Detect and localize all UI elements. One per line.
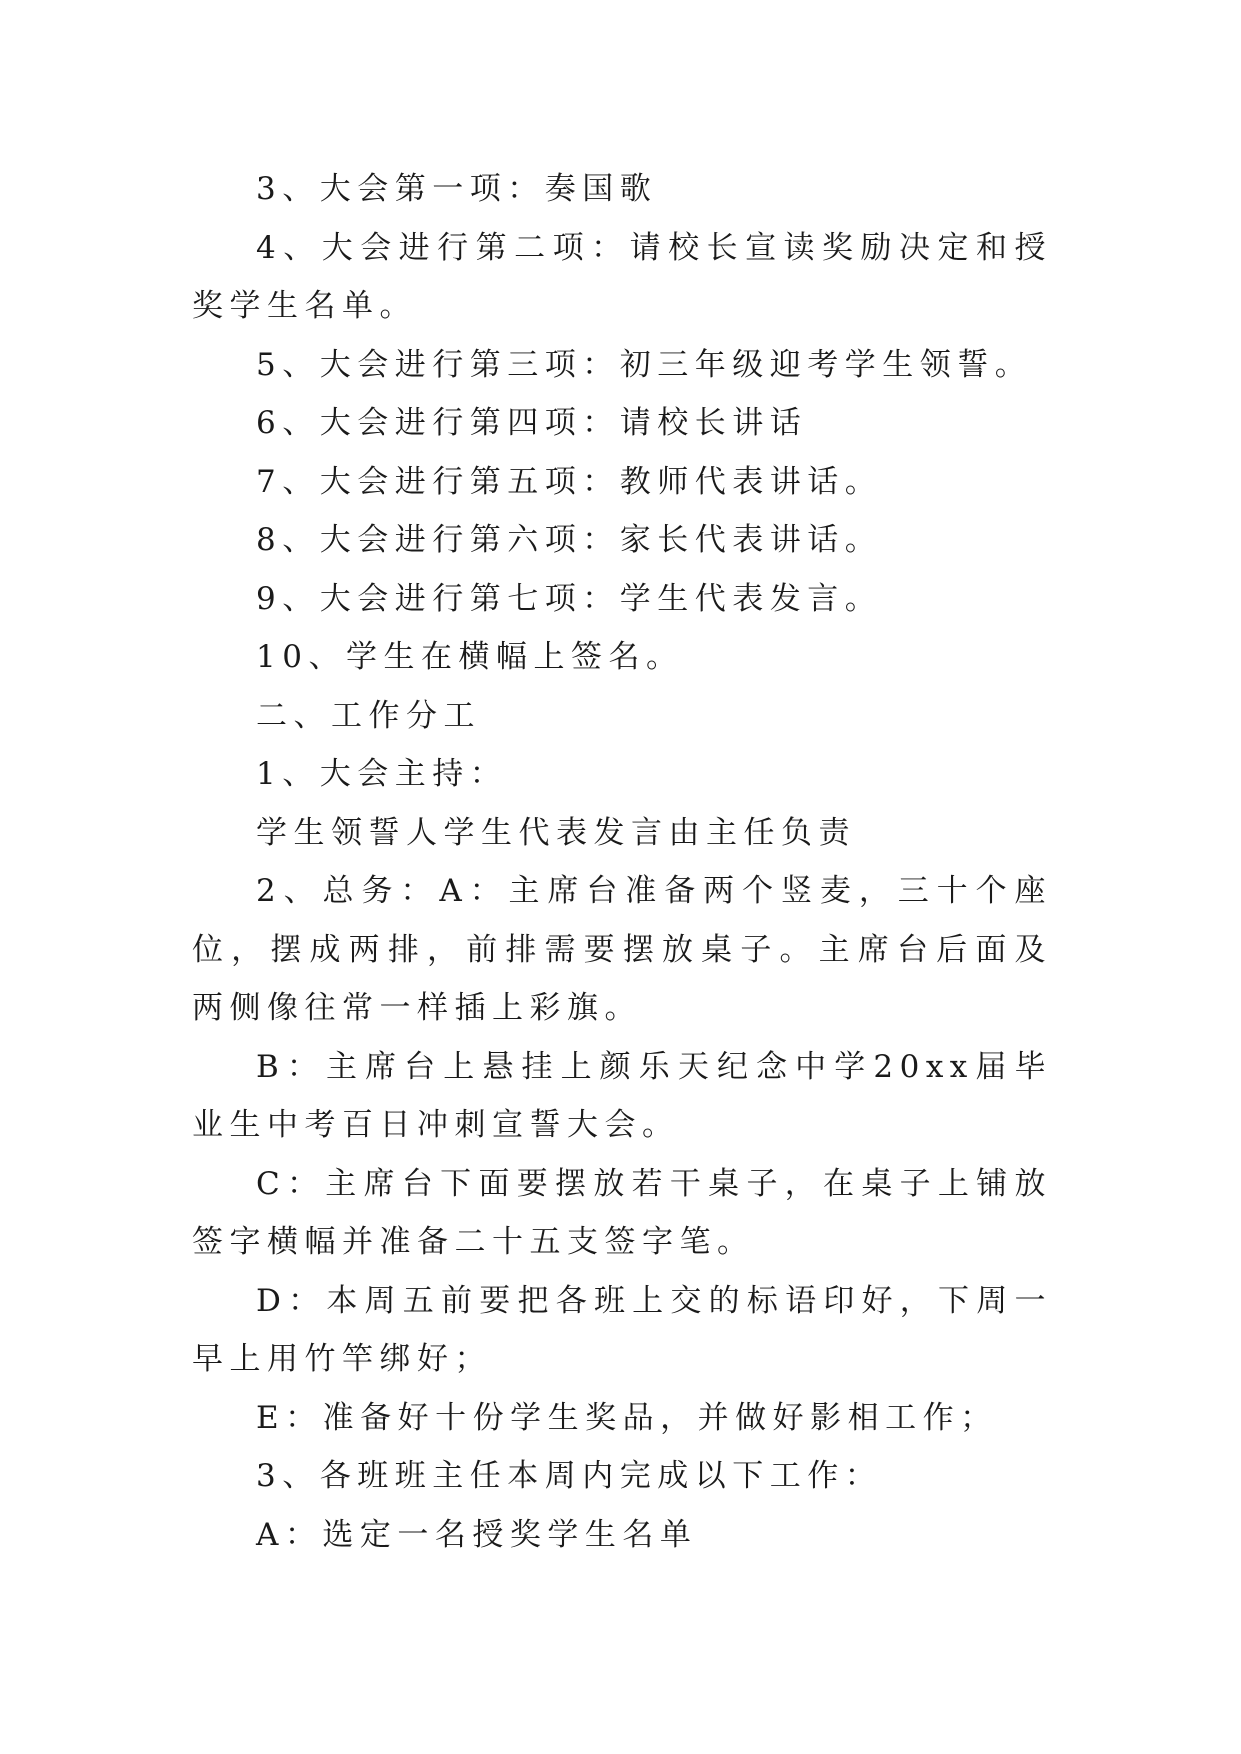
- paragraph: 9、大会进行第七项：学生代表发言。: [256, 580, 883, 617]
- paragraph: 2、总务：A：主席台准备两个竖麦，三十个座位，摆成两排，前排需要摆放桌子。主席台后面及两侧像往常一样插上彩旗。: [192, 873, 1052, 1026]
- paragraph: 6、大会进行第四项：请校长讲话: [256, 405, 808, 441]
- paragraph: 5、大会进行第三项：初三年级迎考学生领誓。: [256, 346, 1033, 383]
- paragraph: A：选定一名授奖学生名单: [256, 1516, 698, 1553]
- paragraph: D：本周五前要把各班上交的标语印好，下周一早上用竹竿绑好；: [192, 1282, 1052, 1377]
- paragraph: 4、大会进行第二项：请校长宣读奖励决定和授奖学生名单。: [192, 229, 1052, 324]
- paragraph: 学生领誓人学生代表发言由主任负责: [256, 814, 856, 851]
- paragraph: B：主席台上悬挂上颜乐天纪念中学20xx届毕业生中考百日冲刺宣誓大会。: [192, 1048, 1052, 1143]
- paragraph: 8、大会进行第六项：家长代表讲话。: [256, 522, 883, 558]
- section-heading: 二、工作分工: [256, 697, 481, 734]
- paragraph: 3、大会第一项：奏国歌: [256, 171, 658, 207]
- document-body: [192, 160, 1052, 1564]
- paragraph: 1、大会主持：: [256, 756, 508, 792]
- paragraph: 3、各班班主任本周内完成以下工作：: [256, 1458, 883, 1494]
- paragraph: 7、大会进行第五项：教师代表讲话。: [256, 463, 883, 500]
- paragraph: E：准备好十份学生奖品，并做好影相工作；: [256, 1399, 998, 1436]
- paragraph: 10、学生在横幅上签名。: [256, 639, 684, 675]
- paragraph: C：主席台下面要摆放若干桌子，在桌子上铺放签字横幅并准备二十五支签字笔。: [192, 1165, 1052, 1260]
